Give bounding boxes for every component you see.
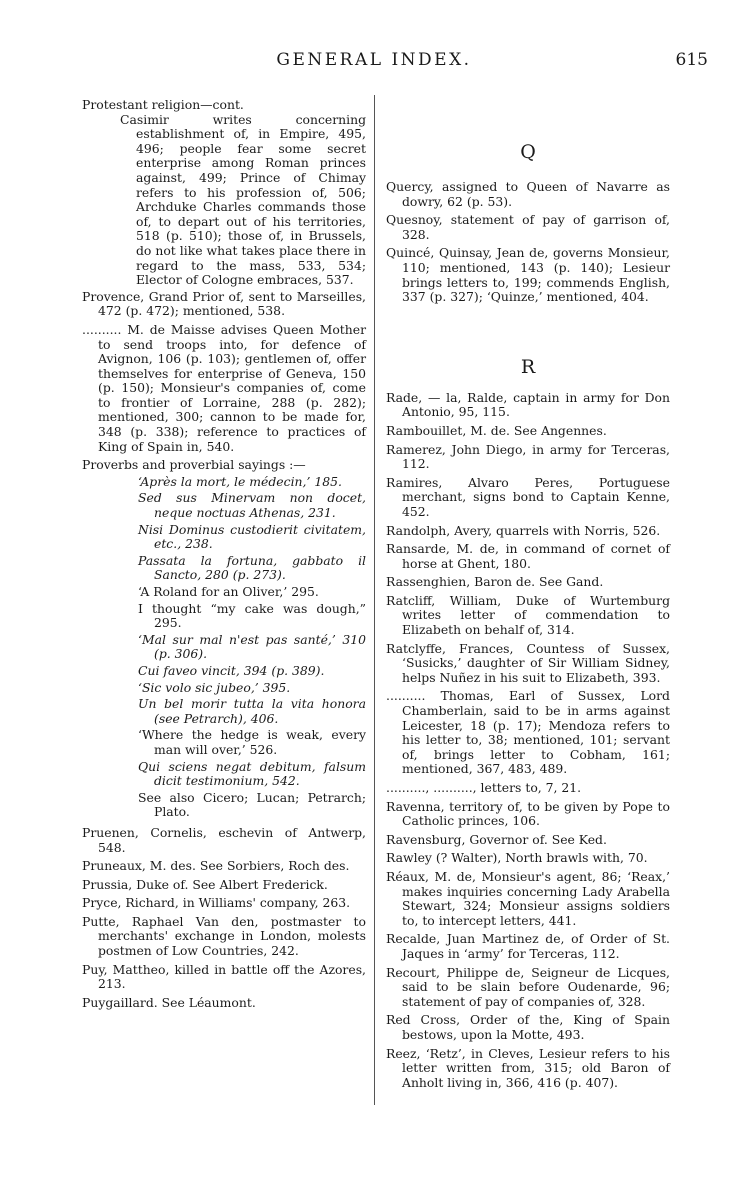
index-entry: Réaux, M. de, Monsieur's agent, 86; ‘Reax,’ makes inquiries concerning Lady Arabella Stewart, 324; Monsieur assigns soldiers to, to intercept letters, 441. — [386, 868, 670, 928]
index-entry: Rassenghien, Baron de. See Gand. — [386, 574, 604, 590]
index-entry: Recalde, Juan Martinez de, of Order of St. Jaques in ‘army’ for Terceras, 112. — [386, 931, 670, 961]
index-entry: Ravensburg, Governor of. See Ked. — [386, 831, 607, 847]
index-entry: Pruneaux, M. des. See Sorbiers, Roch des. — [82, 858, 350, 874]
proverb-item: ‘Sic volo sic jubeo,’ 395. — [138, 679, 291, 695]
index-entry: Pryce, Richard, in Williams' company, 263. — [82, 895, 351, 911]
index-entry: Ransarde, M. de, in command of cornet of horse at Ghent, 180. — [386, 541, 670, 571]
proverb-item: I thought “my cake was dough,” 295. — [138, 600, 366, 631]
index-subentry: Casimir writes concerning establishment of, in Empire, 495, 496; people fear some secret enterprise among Roman princes against, 499; Prince of Chimay refers to his profession of, 506; Archduke Charles commands those of, to depart out of his territories, 518 (p. 510); those of, in Brussels, do not like what takes place there in regard to the mass, 533, 534; Elector of Cologne embraces, 537. — [120, 111, 366, 288]
proverb-item: Nisi Dominus custodierit civitatem, etc., 238. — [138, 521, 366, 552]
proverb-item: Passata la fortuna, gabbato il Sancto, 280 (p. 273). — [138, 552, 366, 583]
index-entry: Ratclyffe, Frances, Countess of Sussex, ‘Susicks,’ daughter of Sir William Sidney, helps Nuñez in his suit to Elizabeth, 393. — [386, 640, 670, 685]
index-subentry: .........., .........., letters to, 7, 21. — [386, 780, 582, 795]
proverb-item: ‘A Roland for an Oliver,’ 295. — [138, 584, 319, 599]
proverb-item: ‘Après la mort, le médecin,’ 185. — [138, 473, 342, 489]
page-title: GENERAL INDEX. — [276, 50, 472, 70]
proverb-item: ‘Mal sur mal n'est pas santé,’ 310 (p. 306). — [138, 631, 366, 662]
section-letter-r: R — [520, 355, 536, 378]
index-entry: Randolph, Avery, quarrels with Norris, 526. — [386, 522, 661, 538]
section-letter-q: Q — [520, 141, 536, 163]
proverb-item: Qui sciens negat debitum, falsum dicit testimonium, 542. — [138, 758, 366, 789]
index-entry: Pruenen, Cornelis, eschevin of Antwerp, 548. — [82, 824, 366, 855]
index-entry: Rambouillet, M. de. See Angennes. — [386, 422, 607, 438]
proverb-see-also: See also Cicero; Lucan; Petrarch; Plato. — [138, 789, 366, 820]
index-entry: Rawley (? Walter), North brawls with, 70. — [386, 850, 648, 866]
index-entry: Prussia, Duke of. See Albert Frederick. — [82, 876, 328, 892]
right-column — [386, 98, 670, 1094]
proverb-item: ‘Where the hedge is weak, every man will over,’ 526. — [138, 727, 366, 757]
index-entry: Reez, ‘Retz’, in Cleves, Lesieur refers to his letter written from, 315; old Baron of Anholt living in, 366, 416 (p. 407). — [386, 1045, 670, 1090]
index-entry: Proverbs and proverbial sayings :— — [82, 457, 306, 473]
column-divider — [374, 95, 375, 1105]
proverb-item: Un bel morir tutta la vita honora (see Petrarch), 406. — [138, 696, 366, 726]
proverb-item: Cui faveo vincit, 394 (p. 389). — [138, 662, 325, 678]
index-heading-continued: Protestant religion—cont. — [82, 97, 244, 112]
index-entry: Rade, — la, Ralde, captain in army for Don Antonio, 95, 115. — [386, 389, 670, 420]
index-entry: Ramerez, John Diego, in army for Terceras, 112. — [386, 441, 670, 472]
index-entry: Provence, Grand Prior of, sent to Marseilles, 472 (p. 472); mentioned, 538. — [82, 288, 366, 319]
index-entry: Puy, Mattheo, killed in battle off the Azores, 213. — [82, 961, 366, 992]
index-entry: Ravenna, territory of, to be given by Pope to Catholic princes, 106. — [386, 798, 670, 829]
index-entry: Ramires, Alvaro Peres, Portuguese merchant, signs bond to Captain Kenne, 452. — [386, 474, 670, 519]
page-header — [0, 50, 748, 74]
index-entry: Quercy, assigned to Queen of Navarre as dowry, 62 (p. 53). — [386, 179, 670, 209]
index-entry: Puygaillard. See Léaumont. — [82, 994, 256, 1010]
index-subentry: .......... Thomas, Earl of Sussex, Lord Chamberlain, said to be in arms against Leicester, 18 (p. 17); Mendoza refers to his letter to, 38; mentioned, 101; servant of, brings letter to Cobham, 161; mentioned, 367, 483, 489. — [386, 688, 670, 777]
index-entry: Putte, Raphael Van den, postmaster to merchants' exchange in London, molests postmen of Low Countries, 242. — [82, 913, 366, 959]
index-entry: Recourt, Philippe de, Seigneur de Licques, said to be slain before Oudenarde, 96; statement of pay of companies of, 328. — [386, 964, 670, 1009]
index-entry: Red Cross, Order of the, King of Spain bestows, upon la Motte, 493. — [386, 1012, 670, 1042]
index-entry: Quincé, Quinsay, Jean de, governs Monsieur, 110; mentioned, 143 (p. 140); Lesieur brings letters to, 199; commends English, 337 (p. 327); ‘Quinze,’ mentioned, 404. — [386, 245, 670, 305]
index-subentry: .......... M. de Maisse advises Queen Mother to send troops into, for defence of Avignon, 106 (p. 103); gentlemen of, offer themselves for enterprise of Geneva, 150 (p. 150); Monsieur's companies of, come to frontier of Lorraine, 288 (p. 282); mentioned, 300; cannon to be made for, 348 (p. 338); reference to practices of King of Spain in, 540. — [82, 321, 366, 454]
page-number: 615 — [675, 50, 708, 70]
proverb-item: Sed sus Minervam non docet, neque noctuas Athenas, 231. — [138, 490, 366, 521]
index-entry: Ratcliff, William, Duke of Wurtemburg writes letter of commendation to Elizabeth on behalf of, 314. — [386, 592, 670, 638]
index-entry: Quesnoy, statement of pay of garrison of, 328. — [386, 212, 670, 242]
left-column — [82, 98, 366, 1014]
